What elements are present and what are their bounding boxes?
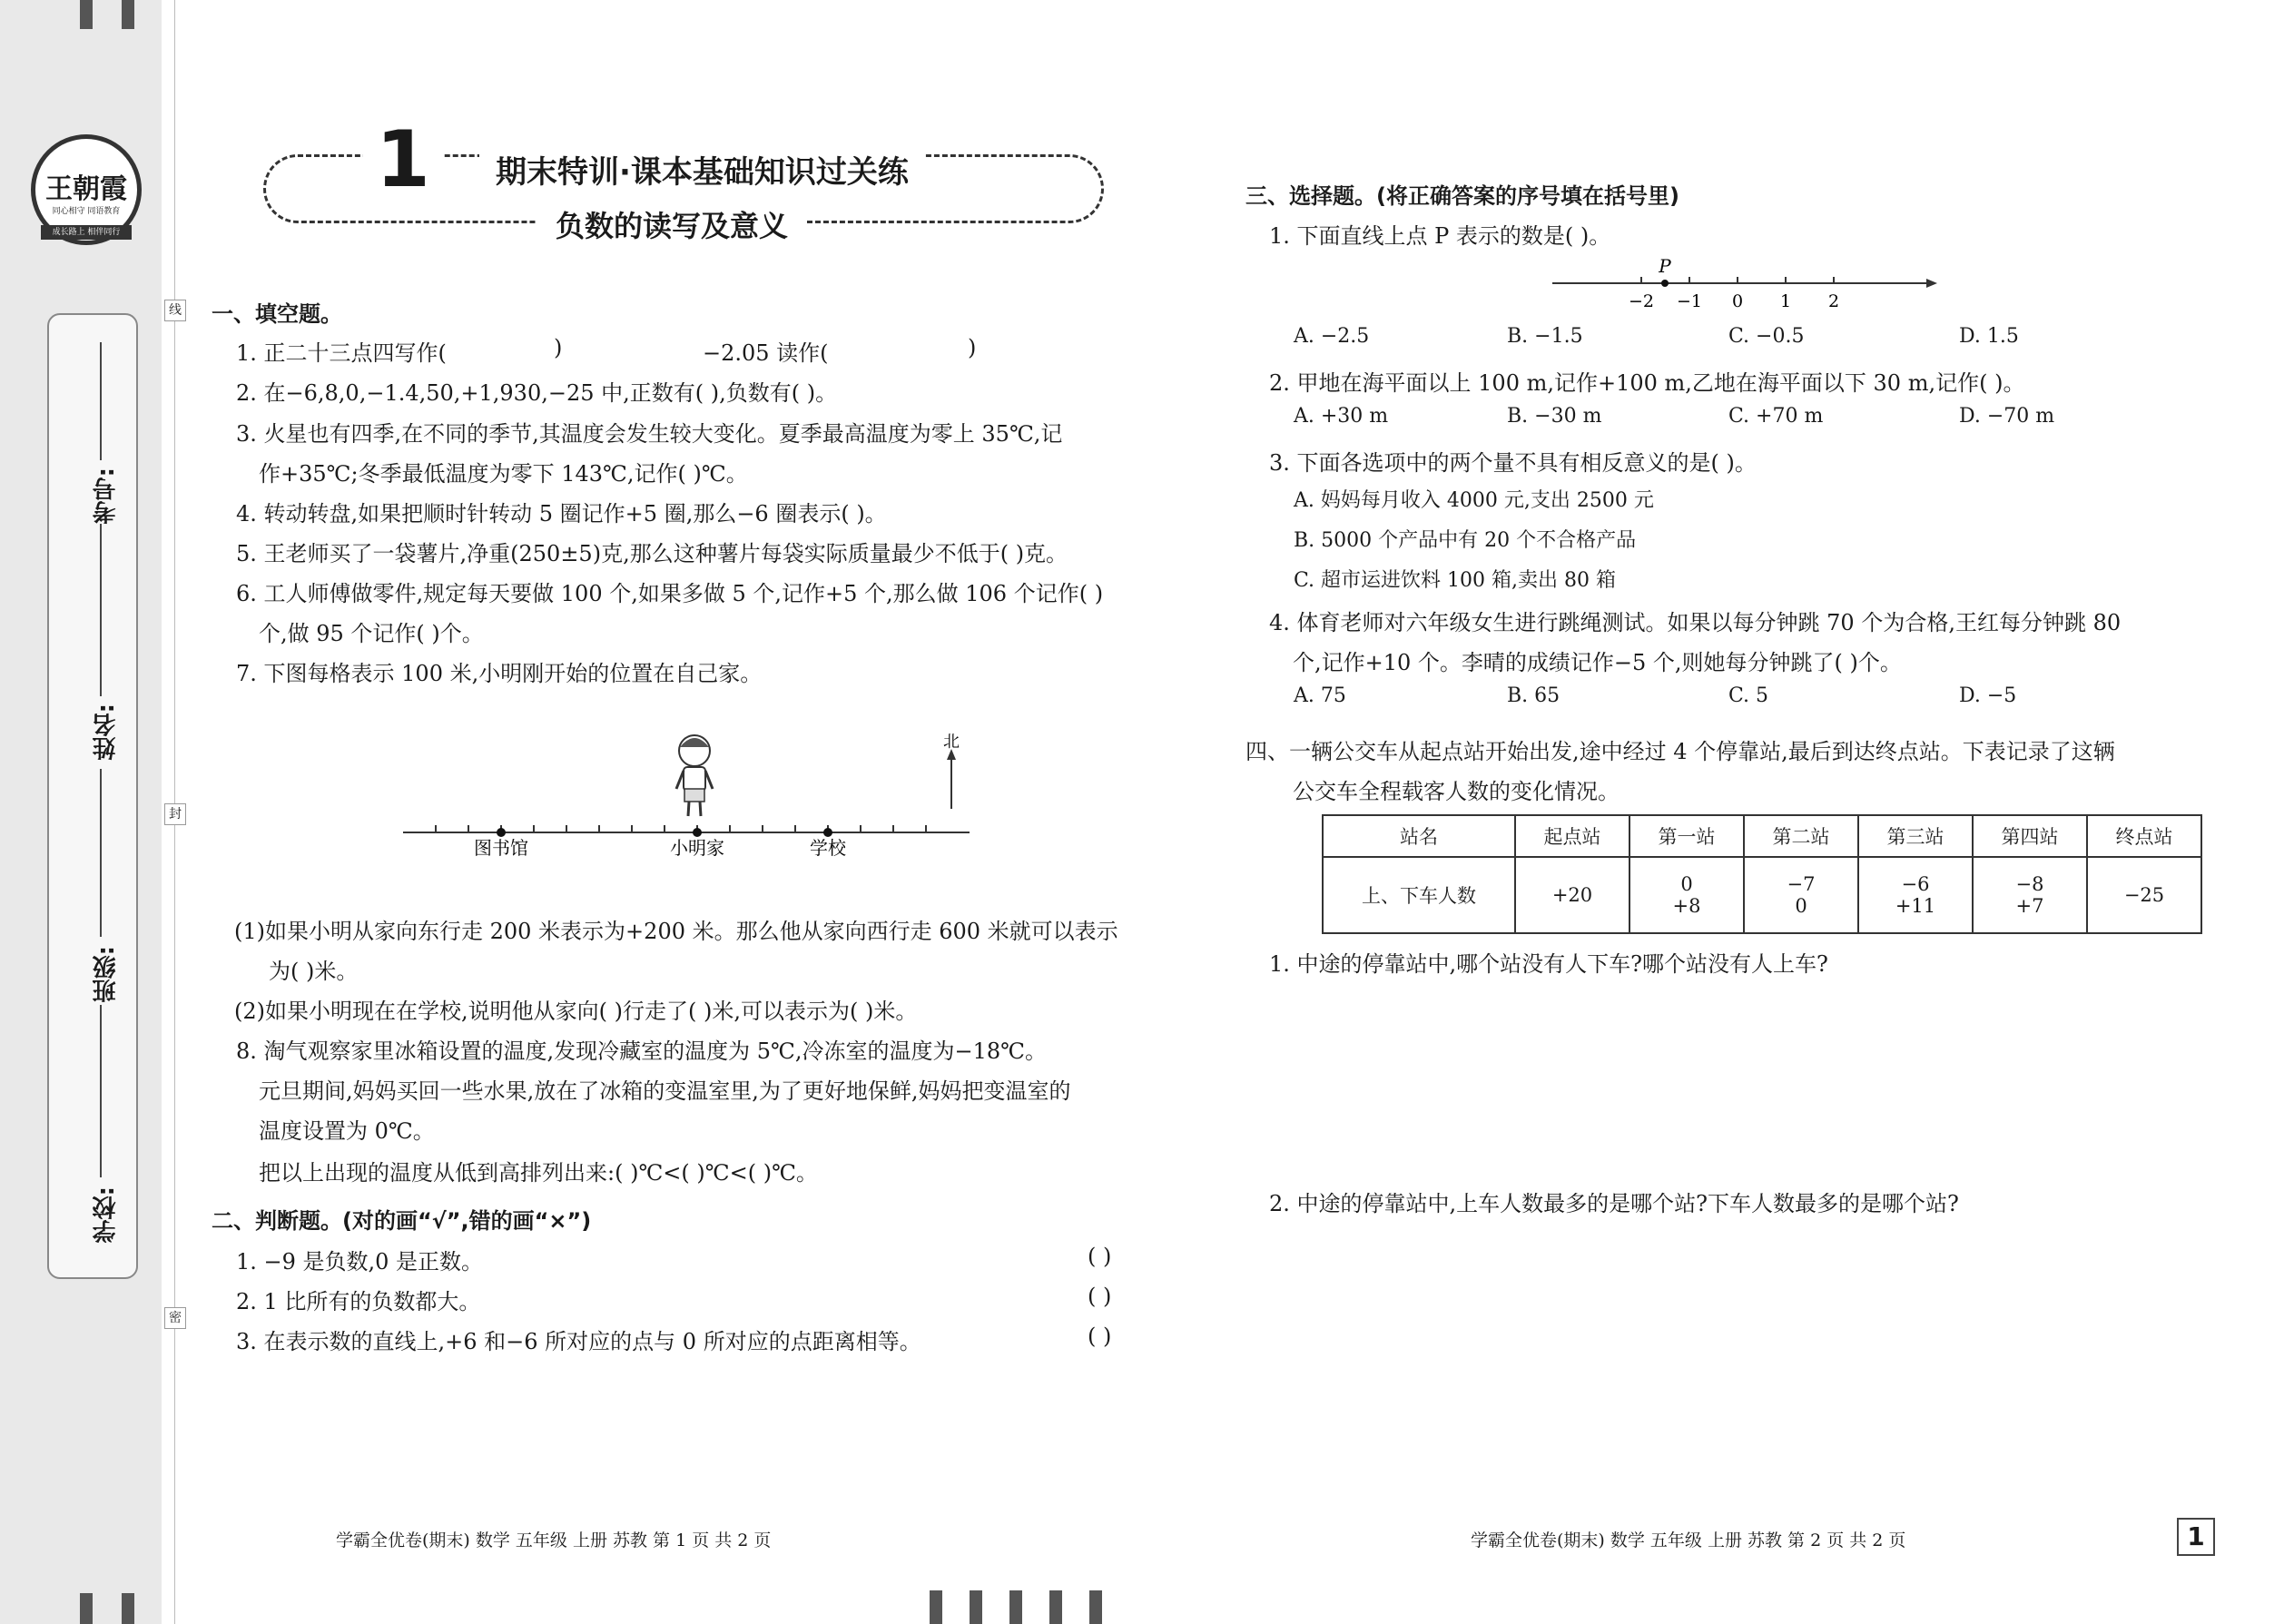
name-field[interactable] [100, 524, 102, 696]
table-cell-value: −6 [1901, 873, 1930, 895]
registration-mark [122, 1593, 134, 1624]
north-label: 北 [943, 733, 960, 752]
registration-mark [80, 1593, 93, 1624]
school-field[interactable] [100, 1005, 102, 1177]
choice-4-option-a[interactable]: A. 75 [1294, 684, 1346, 707]
footer-right: 学霸全优卷(期末) 数学 五年级 上册 苏教 第 2 页 共 2 页 [1471, 1530, 1906, 1550]
boy-figure-icon [676, 735, 713, 816]
question-3: 3. 火星也有四季,在不同的季节,其温度会发生较大变化。夏季最高温度为零上 35℃,记 [236, 421, 1063, 447]
question-8: 8. 淘气观察家里冰箱设置的温度,发现冷藏室的温度为 5℃,冷冻室的温度为−18℃。 [236, 1038, 1048, 1064]
choice-3-option-c[interactable]: C. 超市运进饮料 100 箱,卖出 80 箱 [1294, 569, 1616, 592]
table-cell: +20 [1515, 857, 1629, 933]
problem-1: 1. 中途的停靠站中,哪个站没有人下车?哪个站没有人上车? [1269, 951, 1828, 977]
table-cell-value: +7 [2015, 895, 2044, 917]
table-cell-value: −7 [1787, 873, 1816, 895]
footer-left: 学霸全优卷(期末) 数学 五年级 上册 苏教 第 1 页 共 2 页 [336, 1530, 772, 1550]
choice-2: 2. 甲地在海平面以上 100 m,记作+100 m,乙地在海平面以下 30 m,记作( )。 [1269, 370, 2025, 396]
logo-subtitle: 同心相守 同语教育 [52, 207, 121, 216]
section-choice: 三、选择题。(将正确答案的序号填在括号里) [1245, 183, 1679, 209]
student-info-panel [47, 313, 138, 1279]
school-label: 学校 [810, 837, 846, 859]
table-cell [1744, 857, 1858, 933]
tick-label: 1 [1779, 291, 1792, 311]
judge-3-answer[interactable]: ( ) [1088, 1324, 1112, 1349]
choice-3-option-a[interactable]: A. 妈妈每月收入 4000 元,支出 2500 元 [1294, 489, 1654, 512]
choice-2-option-b[interactable]: B. −30 m [1507, 405, 1602, 428]
library-label: 图书馆 [474, 837, 528, 859]
table-header-cell: 站名 [1323, 815, 1515, 857]
judge-3: 3. 在表示数的直线上,+6 和−6 所对应的点与 0 所对应的点距离相等。 [236, 1329, 921, 1354]
problem-2: 2. 中途的停靠站中,上车人数最多的是哪个站?下车人数最多的是哪个站? [1269, 1191, 1959, 1216]
logo-name: 王朝霞 [45, 173, 127, 205]
question-8-cont: 元旦期间,妈妈买回一些水果,放在了冰箱的变温室里,为了更好地保鲜,妈妈把变温室的 [259, 1078, 1071, 1104]
choice-4-option-c[interactable]: C. 5 [1728, 684, 1769, 707]
table-header-cell: 第二站 [1744, 815, 1858, 857]
page-number: 1 [2177, 1518, 2215, 1556]
number-line-arrow [1926, 279, 1937, 288]
table-cell-value: +11 [1895, 895, 1936, 917]
choice-1-option-b[interactable]: B. −1.5 [1507, 325, 1583, 348]
map-ticks [436, 825, 926, 832]
table-cell-value: 0 [1795, 895, 1807, 917]
choice-1-option-d[interactable]: D. 1.5 [1959, 325, 2019, 348]
distance-map-figure [399, 731, 980, 876]
registration-mark [80, 0, 93, 29]
table-header-cell: 起点站 [1515, 815, 1629, 857]
question-6-cont: 个,做 95 个记作( )个。 [259, 621, 484, 646]
choice-3: 3. 下面各选项中的两个量不具有相反意义的是( )。 [1269, 450, 1757, 476]
question-8-order: 把以上出现的温度从低到高排列出来:( )℃<( )℃<( )℃。 [259, 1160, 818, 1186]
question-3-cont: 作+35℃;冬季最低温度为零下 143℃,记作( )℃。 [259, 461, 748, 487]
table-header-cell: 终点站 [2087, 815, 2201, 857]
choice-2-option-c[interactable]: C. +70 m [1728, 405, 1824, 428]
choice-3-option-b[interactable]: B. 5000 个产品中有 20 个不合格产品 [1294, 529, 1637, 552]
table-cell-value: 0 [1680, 873, 1693, 895]
judge-1: 1. −9 是负数,0 是正数。 [236, 1249, 484, 1275]
home-point [693, 828, 702, 837]
question-1b: −2.05 读作( [703, 340, 829, 366]
registration-mark [930, 1590, 942, 1624]
home-label: 小明家 [670, 837, 724, 859]
bus-passenger-table [1322, 814, 2202, 934]
question-7-2: (2)如果小明现在在学校,说明他从家向( )行走了( )米,可以表示为( )米。 [234, 999, 918, 1024]
question-8-cont2: 温度设置为 0℃。 [259, 1118, 435, 1144]
answer-paren[interactable]: ) [554, 335, 563, 360]
choice-4-option-d[interactable]: D. −5 [1959, 684, 2017, 707]
number-line-ticks [1641, 277, 1834, 283]
table-cell: −25 [2087, 857, 2201, 933]
publisher-logo [31, 134, 142, 245]
table-header-cell: 第四站 [1973, 815, 2087, 857]
section-fill-blank: 一、填空题。 [212, 301, 342, 327]
point-p-label: P [1659, 256, 1671, 277]
logo-ribbon: 成长路上 相伴同行 [41, 225, 132, 240]
question-7: 7. 下图每格表示 100 米,小明刚开始的位置在自己家。 [236, 661, 763, 686]
table-cell [1629, 857, 1744, 933]
seal-char: 线 [164, 300, 186, 321]
seal-char: 密 [164, 1307, 186, 1329]
registration-mark [1089, 1590, 1102, 1624]
choice-2-option-d[interactable]: D. −70 m [1959, 405, 2055, 428]
choice-4-option-b[interactable]: B. 65 [1507, 684, 1561, 707]
table-cell [1973, 857, 2087, 933]
seal-char: 封 [164, 803, 186, 825]
question-7-1: (1)如果小明从家向东行走 200 米表示为+200 米。那么他从家向西行走 600 米就可以表示 [234, 919, 1118, 944]
question-5: 5. 王老师买了一袋薯片,净重(250±5)克,那么这种薯片每袋实际质量最少不低于( )克。 [236, 541, 1068, 566]
name-label: 姓名: [93, 704, 120, 761]
school-label: 学校: [93, 1186, 120, 1244]
question-4: 4. 转动转盘,如果把顺时针转动 5 圈记作+5 圈,那么−6 圈表示( )。 [236, 501, 887, 527]
judge-2-answer[interactable]: ( ) [1088, 1284, 1112, 1309]
exam-no-field[interactable] [100, 342, 102, 460]
question-7-1-cont: 为( )米。 [269, 959, 359, 984]
table-row [1323, 857, 2201, 933]
choice-1: 1. 下面直线上点 P 表示的数是( )。 [1269, 223, 1611, 249]
table-cell-value: −8 [2015, 873, 2044, 895]
table-row-label: 上、下车人数 [1323, 857, 1515, 933]
page-subtitle: 负数的读写及意义 [537, 203, 806, 245]
page-title: 期末特训·课本基础知识过关练 [479, 147, 925, 192]
registration-mark [122, 0, 134, 29]
class-label: 班级: [93, 946, 120, 1003]
section-bus-problem-cont: 公交车全程载客人数的变化情况。 [1293, 779, 1620, 804]
table-cell [1858, 857, 1973, 933]
unit-number: 1 [363, 116, 443, 203]
library-point [497, 828, 506, 837]
section-true-false: 二、判断题。(对的画“√”,错的画“×”) [212, 1208, 592, 1234]
choice-4-cont: 个,记作+10 个。李晴的成绩记作−5 个,则她每分钟跳了( )个。 [1293, 650, 1902, 675]
question-6: 6. 工人师傅做零件,规定每天要做 100 个,如果多做 5 个,记作+5 个,那么做 106 个记作( ) [236, 581, 1104, 606]
judge-2: 2. 1 比所有的负数都大。 [236, 1289, 481, 1314]
answer-paren[interactable]: ) [968, 335, 977, 360]
choice-1-option-a[interactable]: A. −2.5 [1294, 325, 1370, 348]
choice-4: 4. 体育老师对六年级女生进行跳绳测试。如果以每分钟跳 70 个为合格,王红每分钟跳 80 [1269, 610, 2122, 635]
table-header-cell: 第一站 [1629, 815, 1744, 857]
tick-label: 0 [1731, 291, 1744, 311]
choice-1-option-c[interactable]: C. −0.5 [1728, 325, 1805, 348]
class-field[interactable] [100, 769, 102, 937]
tick-label: −1 [1676, 291, 1703, 311]
question-2: 2. 在−6,8,0,−1.4,50,+1,930,−25 中,正数有( ),负数有( )。 [236, 380, 838, 406]
section-bus-problem: 四、一辆公交车从起点站开始出发,途中经过 4 个停靠站,最后到达终点站。下表记录了这辆 [1245, 739, 2115, 764]
table-header-cell: 第三站 [1858, 815, 1973, 857]
school-point [823, 828, 832, 837]
tick-label: 2 [1827, 291, 1840, 311]
point-p [1661, 280, 1669, 287]
choice-2-option-a[interactable]: A. +30 m [1294, 405, 1389, 428]
tick-label: −2 [1628, 291, 1655, 311]
question-1: 1. 正二十三点四写作( [236, 340, 447, 366]
registration-mark [970, 1590, 982, 1624]
judge-1-answer[interactable]: ( ) [1088, 1244, 1112, 1269]
registration-mark [1049, 1590, 1062, 1624]
number-line-figure [1543, 256, 1943, 312]
table-header-row [1323, 815, 2201, 857]
table-cell-value: +8 [1672, 895, 1701, 917]
exam-no-label: 考号: [93, 468, 120, 525]
registration-mark [1009, 1590, 1022, 1624]
